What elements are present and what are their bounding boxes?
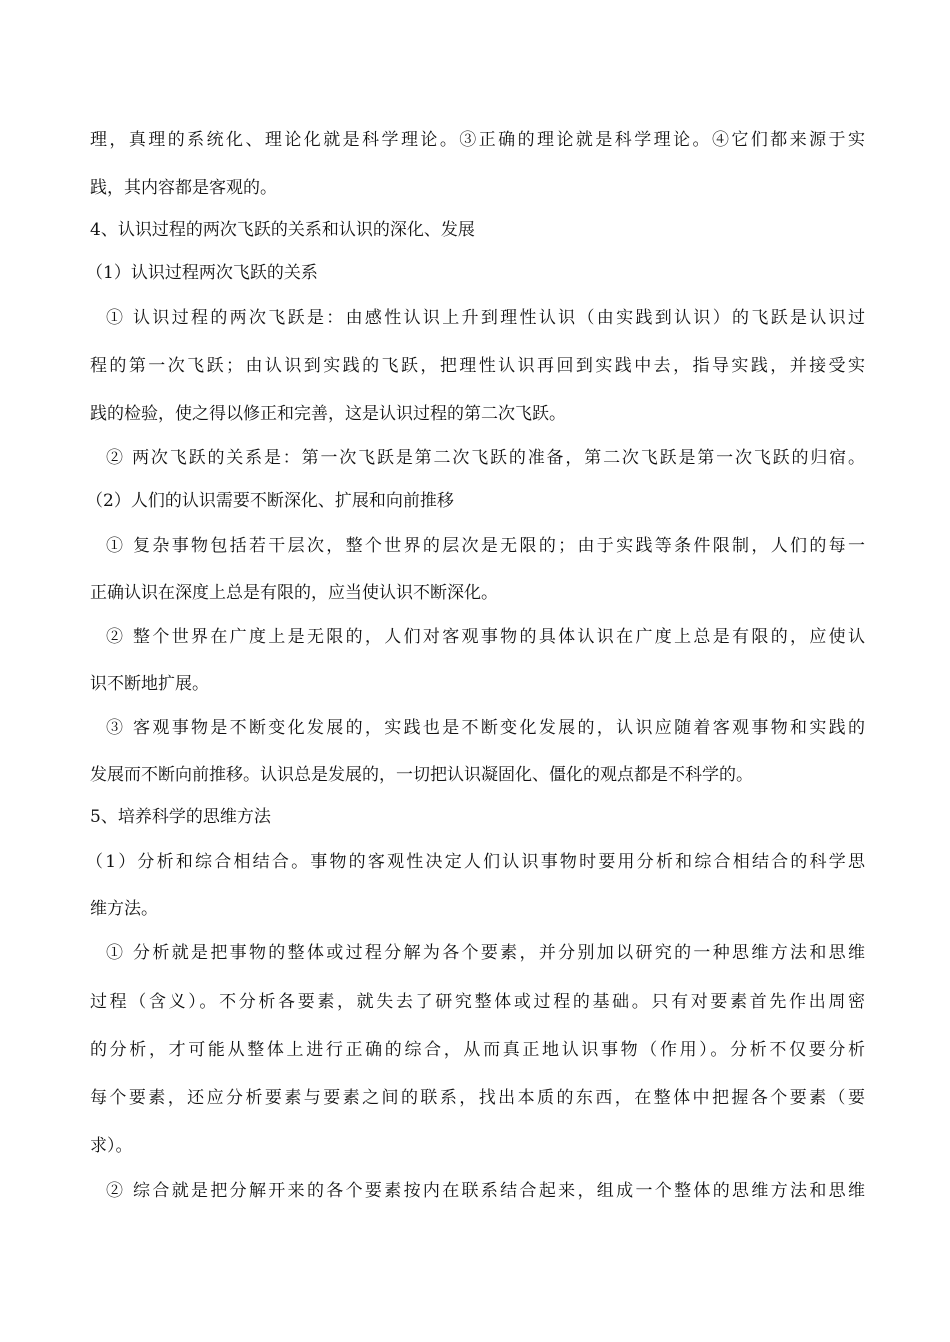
paragraph-line: 正确认识在深度上总是有限的，应当使认识不断深化。: [90, 583, 498, 603]
paragraph-line: ③ 客观事物是不断变化发展的，实践也是不断变化发展的，认识应随着客观事物和实践的: [106, 718, 865, 738]
paragraph-line: 践的检验，使之得以修正和完善，这是认识过程的第二次飞跃。: [90, 404, 566, 424]
paragraph-line: 过程（含义）。不分析各要素，就失去了研究整体或过程的基础。只有对要素首先作出周密: [90, 992, 865, 1012]
paragraph-line: 理，真理的系统化、理论化就是科学理论。③正确的理论就是科学理论。④它们都来源于实: [90, 130, 865, 150]
subsection-heading: （1）分析和综合相结合。事物的客观性决定人们认识事物时要用分析和综合相结合的科学思: [86, 852, 865, 872]
subsection-heading: （2）人们的认识需要不断深化、扩展和向前推移: [86, 491, 454, 511]
paragraph-line: ② 综合就是把分解开来的各个要素按内在联系结合起来，组成一个整体的思维方法和思维: [106, 1181, 865, 1201]
paragraph-line: ② 两次飞跃的关系是：第一次飞跃是第二次飞跃的准备，第二次飞跃是第一次飞跃的归宿。: [106, 448, 865, 468]
paragraph-line: 识不断地扩展。: [90, 674, 209, 694]
paragraph-line: 践，其内容都是客观的。: [90, 178, 277, 198]
paragraph-line: 求）。: [90, 1136, 133, 1156]
paragraph-line: 程的第一次飞跃；由认识到实践的飞跃，把理性认识再回到实践中去，指导实践，并接受实: [90, 356, 865, 376]
paragraph-line: 每个要素，还应分析要素与要素之间的联系，找出本质的东西，在整体中把握各个要素（要: [90, 1088, 865, 1108]
section-heading: 5、培养科学的思维方法: [90, 807, 271, 827]
paragraph-line: ② 整个世界在广度上是无限的，人们对客观事物的具体认识在广度上总是有限的，应使认: [106, 627, 865, 647]
paragraph-line: ① 复杂事物包括若干层次，整个世界的层次是无限的；由于实践等条件限制，人们的每一: [106, 536, 865, 556]
paragraph-line: ① 认识过程的两次飞跃是：由感性认识上升到理性认识（由实践到认识）的飞跃是认识过: [106, 308, 865, 328]
paragraph-line: 的分析，才可能从整体上进行正确的综合，从而真正地认识事物（作用）。分析不仅要分析: [90, 1040, 865, 1060]
paragraph-line: 发展而不断向前推移。认识总是发展的，一切把认识凝固化、僵化的观点都是不科学的。: [90, 765, 753, 785]
paragraph-line: 维方法。: [90, 899, 158, 919]
subsection-heading: （1）认识过程两次飞跃的关系: [86, 263, 318, 283]
paragraph-line: ① 分析就是把事物的整体或过程分解为各个要素，并分别加以研究的一种思维方法和思维: [106, 943, 865, 963]
section-heading: 4、认识过程的两次飞跃的关系和认识的深化、发展: [90, 220, 475, 240]
